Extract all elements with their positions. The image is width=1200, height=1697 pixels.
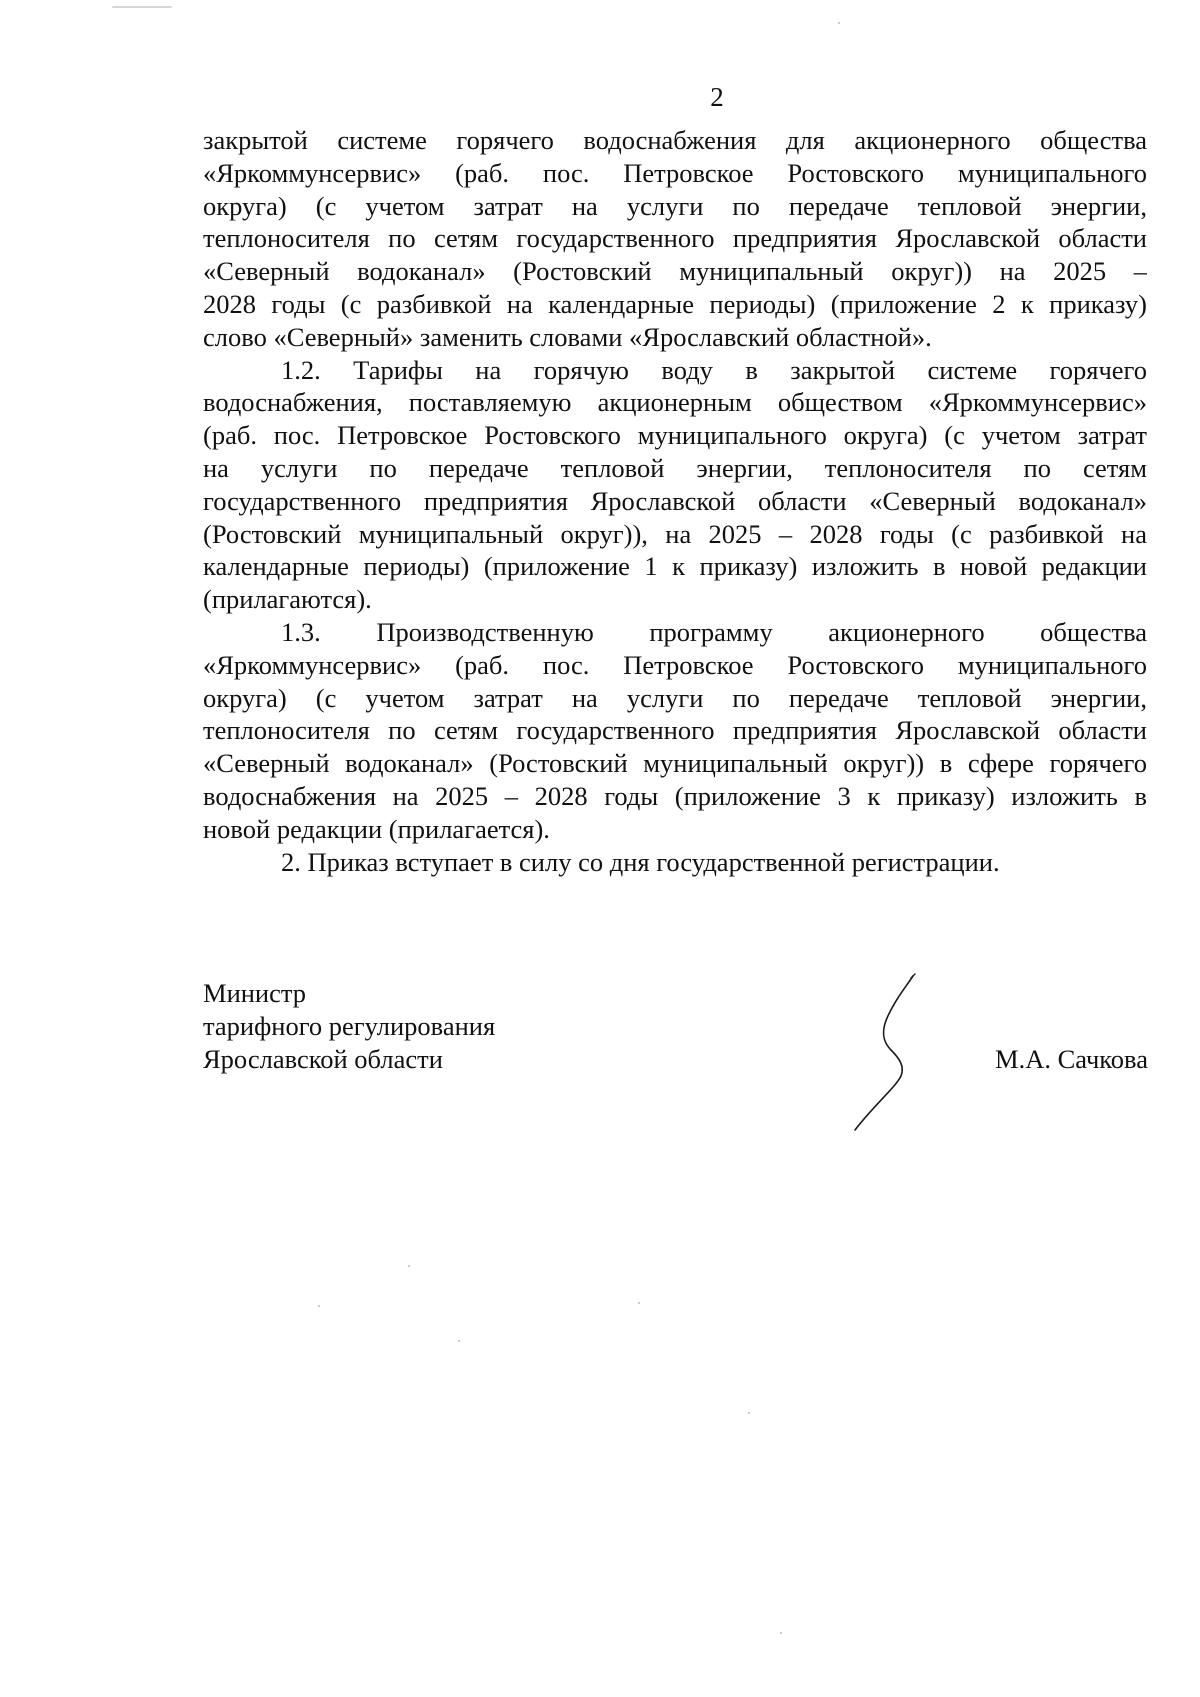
paragraph-continuation: [203, 124, 1147, 354]
scan-speck: [748, 1412, 750, 1414]
text-line: 1.2. Тарифы на горячую воду в закрытой системе горячего: [281, 354, 1147, 385]
text-line: слово «Северный» заменить словами «Ярославский областной».: [203, 321, 932, 352]
text-line: государственного предприятия Ярославской области «Северный водоканал»: [203, 485, 1147, 516]
text-line: (Ростовский муниципальный округ)), на 2025 – 2028 годы (с разбивкой на: [203, 518, 1147, 549]
text-line: «Яркоммунсервис» (раб. пос. Петровское Ростовского муниципального: [203, 649, 1147, 680]
page-number: 2: [710, 82, 724, 112]
scan-speck: [838, 22, 840, 24]
scan-speck: [408, 1265, 410, 1267]
text-line: (раб. пос. Петровское Ростовского муниципального округа) (с учетом затрат: [203, 420, 1147, 451]
document-body: [203, 124, 1147, 878]
text-line: «Яркоммунсервис» (раб. пос. Петровское Ростовского муниципального: [203, 157, 1147, 188]
signatory-position: [203, 977, 495, 1075]
text-line: 2028 годы (с разбивкой на календарные периоды) (приложение 2 к приказу): [203, 288, 1147, 319]
paragraph-1-2: [203, 354, 1147, 616]
position-line: тарифного регулирования: [203, 1010, 496, 1041]
text-line: округа) (с учетом затрат на услуги по передаче тепловой энергии,: [203, 190, 1147, 221]
paragraph-2: [203, 846, 1147, 879]
position-line: Министр: [203, 978, 307, 1008]
text-line: новой редакции (прилагается).: [203, 813, 550, 844]
text-line: теплоносителя по сетям государственного предприятия Ярославской области: [203, 715, 1147, 746]
scan-speck: [458, 1340, 460, 1342]
paragraph-1-3: [203, 616, 1147, 846]
text-line: закрытой системе горячего водоснабжения для акционерного общества: [203, 125, 1147, 155]
text-line: водоснабжения на 2025 – 2028 годы (приложение 3 к приказу) изложить в: [203, 780, 1147, 811]
scan-speck: [318, 1305, 320, 1307]
text-line: 1.3. Производственную программу акционерного общества: [281, 616, 1147, 647]
position-line: Ярославской области: [203, 1043, 443, 1074]
scan-speck: [780, 1632, 782, 1634]
text-line: (прилагаются).: [203, 584, 372, 615]
scan-speck: [112, 6, 172, 8]
text-line: «Северный водоканал» (Ростовский муниципальный округ)) в сфере горячего: [203, 748, 1147, 779]
text-line: на услуги по передаче тепловой энергии, теплоносителя по сетям: [203, 452, 1147, 483]
text-line: календарные периоды) (приложение 1 к приказу) изложить в новой редакции: [203, 551, 1147, 582]
handwritten-signature: [835, 970, 945, 1140]
text-line: «Северный водоканал» (Ростовский муниципальный округ)) на 2025 –: [203, 256, 1147, 287]
signatory-name: М.А. Сачкова: [995, 1044, 1148, 1074]
text-line: округа) (с учетом затрат на услуги по передаче тепловой энергии,: [203, 682, 1147, 713]
text-line: 2. Приказ вступает в силу со дня государственной регистрации.: [281, 846, 1000, 877]
text-line: водоснабжения, поставляемую акционерным обществом «Яркоммунсервис»: [203, 387, 1147, 418]
scan-speck: [638, 1302, 640, 1304]
text-line: теплоносителя по сетям государственного предприятия Ярославской области: [203, 223, 1147, 254]
